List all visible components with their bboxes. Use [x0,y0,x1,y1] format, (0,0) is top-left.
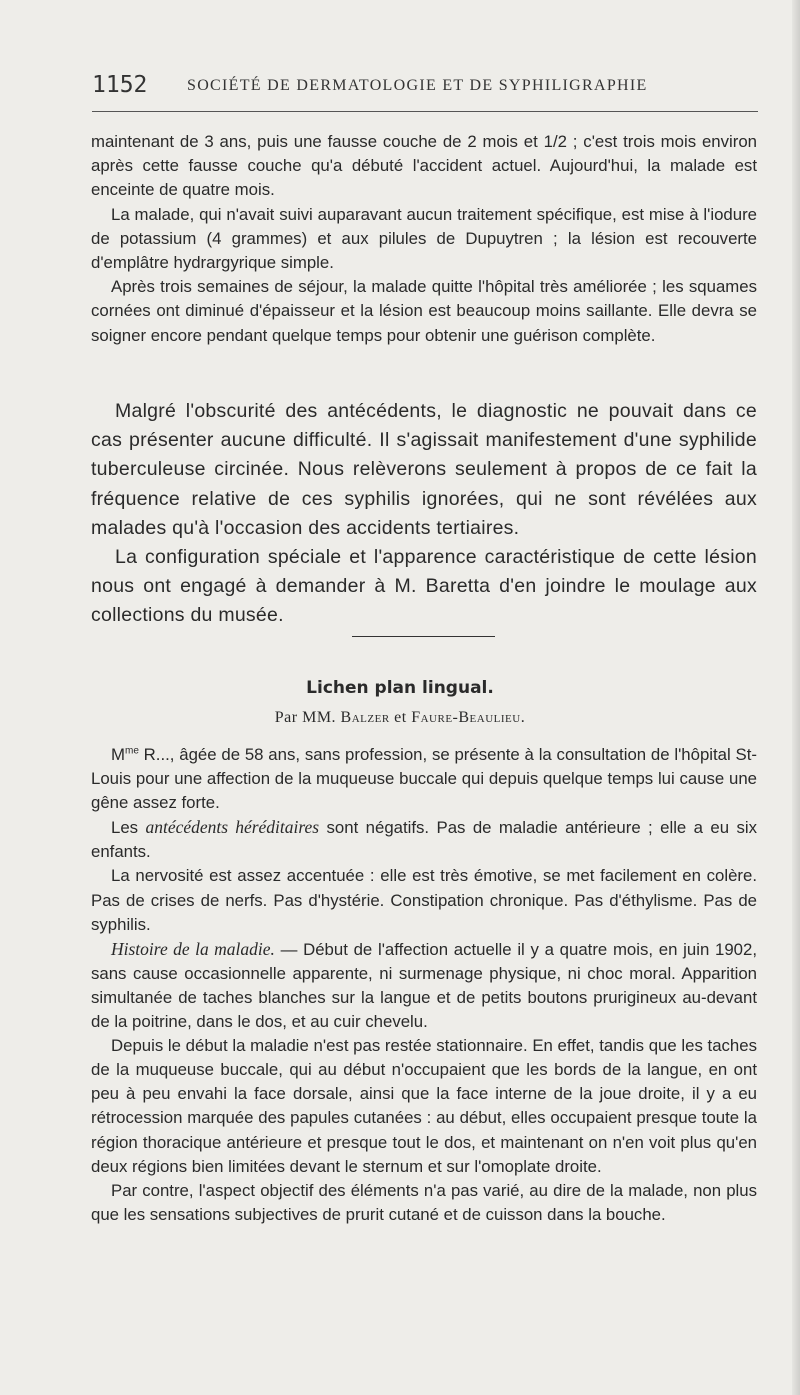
paragraph: Par contre, l'aspect objectif des éléments n'a pas varié, au dire de la malade, non plus que les sensations subjectives de prurit cutané et de cuisson dans la bouche. [91,1180,757,1224]
paragraph: La nervosité est assez accentuée : elle est très émotive, se met facilement en colère. Pas de crises de nerfs. Pas d'hystérie. Constipation chronique. Pas d'éthylisme. Pas de syphilis. [91,866,757,934]
paragraph: Malgré l'obscurité des antécédents, le diagnostic ne pouvait dans ce cas présenter aucune difficulté. Il s'agissait manifestement d'une syphilide tuberculeuse circinée. Nous relèverons seulement à propos de ce fait la fréquence relative de ces syphilis ignorées, qui ne sont révélées aux malades qu'à l'occasion des accidents tertiaires. [91,400,757,539]
section-separator [352,636,495,637]
byline-prefix: Par MM. [274,709,337,726]
page-header [92,72,757,102]
case-continuation [91,130,757,348]
title-superscript: me [124,745,139,757]
running-title: SOCIÉTÉ DE DERMATOLOGIE ET DE SYPHILIGRAPHIE [187,77,648,94]
byline-and: et [394,709,407,726]
paragraph-text: Les [111,818,146,838]
paragraph [91,743,757,815]
paragraph: maintenant de 3 ans, puis une fausse couche de 2 mois et 1/2 ; c'est trois mois environ après cette fausse couche qu'a débuté l'accident actuel. Aujourd'hui, la malade est enceinte de quatre mois. [91,132,757,200]
page-number: 1152 [92,72,148,98]
italic-heading: Histoire de la maladie. [111,938,275,959]
paragraph-text: R..., âgée de 58 ans, sans profession, se présente à la consultation de l'hôpital St-Louis pour une affection de la muqueuse buccale qui depuis quelque temps lui cause une gêne assez forte. [91,745,757,813]
author-name: Faure-Beaulieu. [411,709,526,726]
italic-term: antécédents héréditaires [145,817,320,838]
paragraph-text: — Début de l'affection actuelle il y a quatre mois, en juin 1902, sans cause occasionnelle apparente, ni surmenage physique, ni choc moral. Apparition simultanée de taches blanches sur la langue et de petits boutons prurigineux au-devant de la poitrine, dans le dos, et au cuir chevelu. [91,939,757,1032]
case-report [91,743,757,1227]
article-title: Lichen plan lingual. [306,678,494,698]
paragraph: Depuis le début la maladie n'est pas restée stationnaire. En effet, tandis que les taches de la muqueuse buccale, qui au début n'occupaient que les bords de la langue, en ont peu à peu envahi la face dorsale, ainsi que la face interne de la joue droite, il y a eu rétrocession marquée des papules cutanées : au début, elles occupaient presque toute la région thoracique antérieure et presque tout le dos, et maintenant on n'en voit plus qu'en deux régions bien limitées devant le sternum et sur l'omoplate droite. [91,1036,757,1176]
paragraph [91,815,757,864]
title-abbreviation: M [111,745,125,764]
paragraph [91,937,757,1034]
paragraph: La configuration spéciale et l'apparence caractéristique de cette lésion nous ont engagé à demander à M. Baretta d'en joindre le moulage aux collections du musée. [91,546,757,627]
discussion [91,397,757,631]
article-byline [0,709,800,727]
paragraph: Après trois semaines de séjour, la malade quitte l'hôpital très améliorée ; les squames cornées ont diminué d'épaisseur et la lésion est beaucoup moins saillante. Elle devra se soigner encore pendant quelque temps pour obtenir une guérison complète. [91,277,757,345]
paragraph-text: sont négatifs. Pas de maladie antérieure ; elle a eu six enfants. [91,818,757,862]
header-rule [92,111,758,112]
paragraph: La malade, qui n'avait suivi auparavant aucun traitement spécifique, est mise à l'iodure de potassium (4 grammes) et aux pilules de Dupuytren ; la lésion est recouverte d'emplâtre hydrargyrique simple. [91,204,757,273]
author-name: Balzer [340,709,390,726]
